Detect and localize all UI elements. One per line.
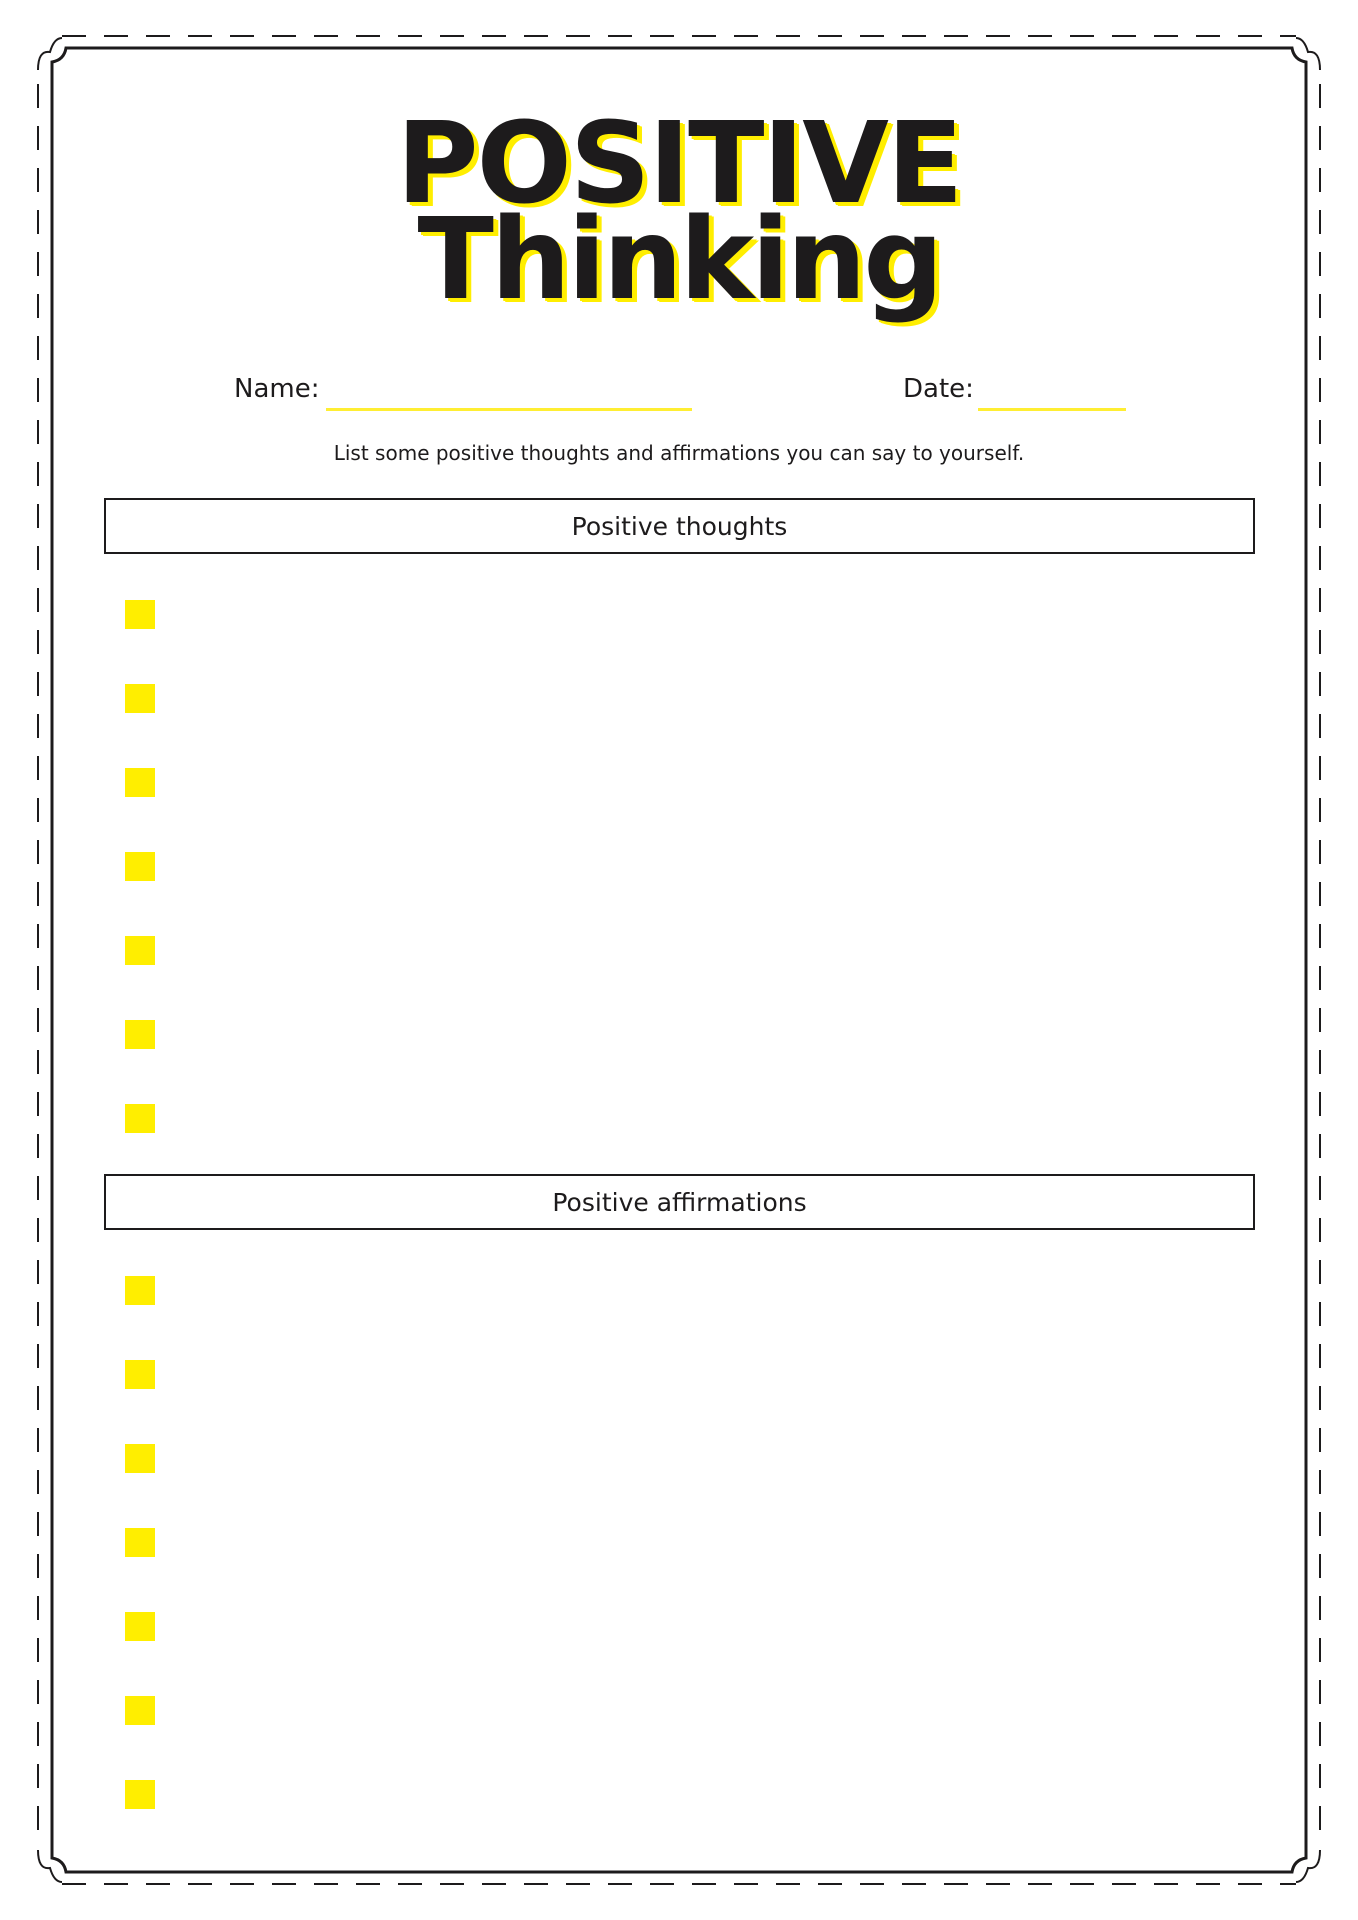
date-field[interactable] [978,408,1126,411]
title-positive: POSITIVE [396,99,962,229]
bullet-square [125,768,155,797]
bullet-square [125,1360,155,1389]
bullet-square [125,1104,155,1133]
bullet-square [125,1696,155,1725]
bullet-square [125,1444,155,1473]
bullet-square [125,684,155,713]
section-header-positive-thoughts: Positive thoughts [104,498,1255,554]
date-label: Date: [903,374,974,404]
bullet-square [125,1020,155,1049]
bullet-square [125,852,155,881]
name-label: Name: [234,374,320,404]
bullet-square [125,1780,155,1809]
instructions: List some positive thoughts and affirmations you can say to yourself. [333,441,1025,465]
title-thinking: Thinking [417,195,941,325]
bullet-square [125,1612,155,1641]
bullet-square [125,1528,155,1557]
name-field[interactable] [326,408,692,411]
section-header-positive-affirmations: Positive affirmations [104,1174,1255,1230]
bullet-square [125,600,155,629]
bullet-square [125,1276,155,1305]
bullet-square [125,936,155,965]
